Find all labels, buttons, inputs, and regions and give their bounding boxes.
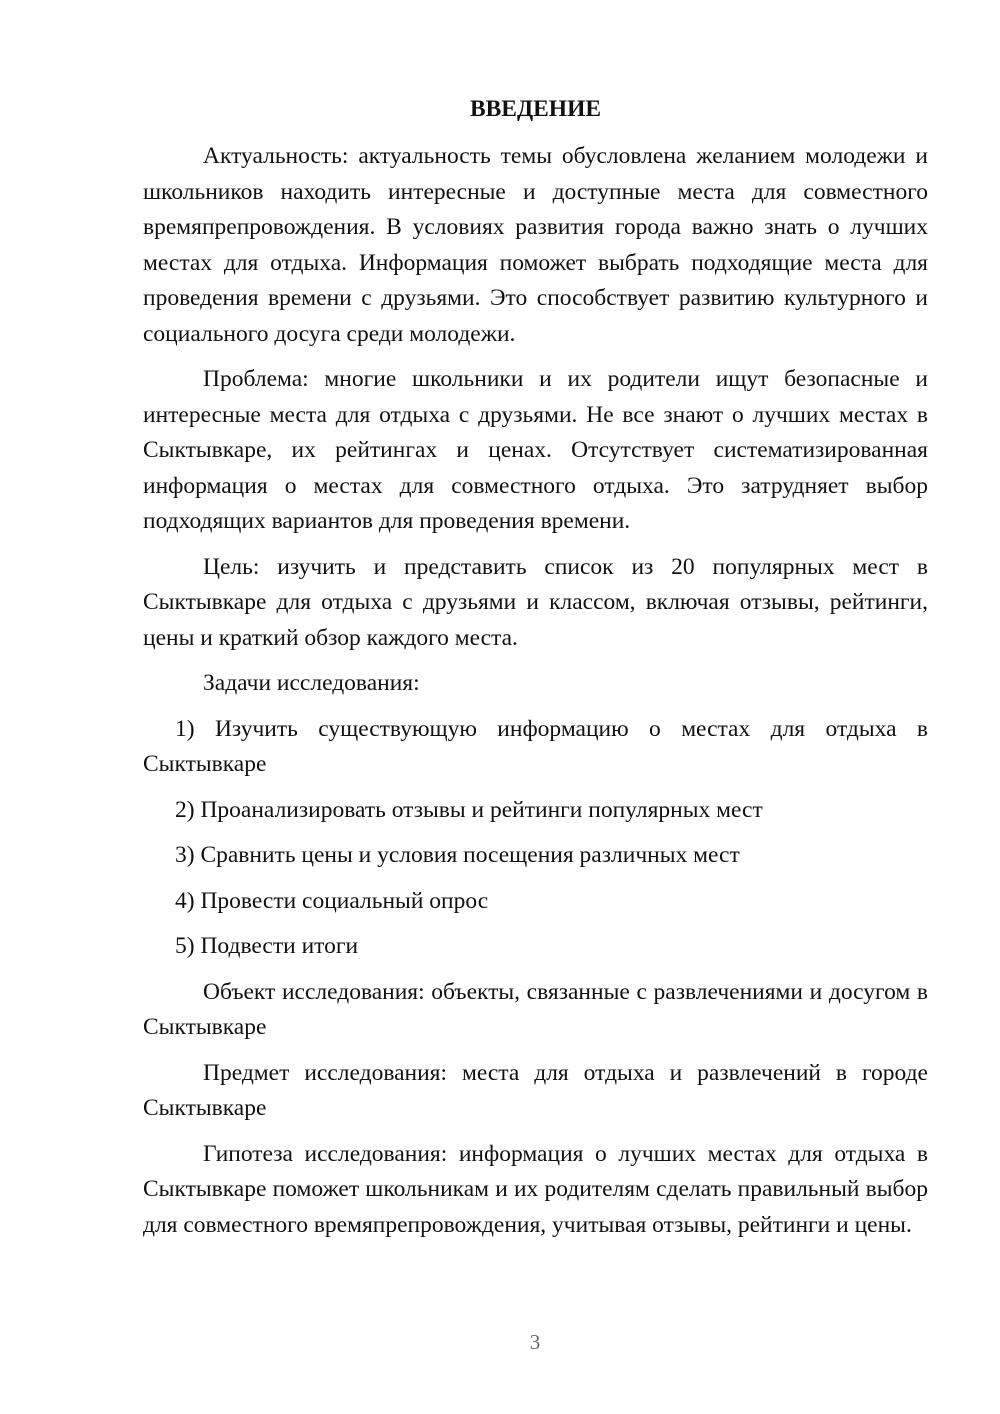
task-item-1: 1) Изучить существующую информацию о местах для отдыха в Сыктывкаре: [143, 715, 928, 777]
paragraph-object: Объект исследования: объекты, связанные с развлечениями и досугом в Сыктывкаре: [143, 978, 928, 1040]
task-item-3: 3) Сравнить цены и условия посещения различных мест: [175, 842, 740, 868]
paragraph-hypothesis: Гипотеза исследования: информация о лучших местах для отдыха в Сыктывкаре поможет школьникам и их родителям сделать правильный выбор для совместного времяпрепровождения, учитывая отзывы, рейтинги и цены.: [143, 1140, 928, 1238]
page-title: ВВЕДЕНИЕ: [469, 96, 602, 122]
task-item-2: 2) Проанализировать отзывы и рейтинги популярных мест: [175, 796, 763, 823]
paragraph-subject: Предмет исследования: места для отдыха и развлечений в городе Сыктывкаре: [143, 1059, 928, 1121]
document-body: [143, 92, 928, 1253]
task-item-4: 4) Провести социальный опрос: [175, 887, 489, 914]
paragraph-problem: Проблема: многие школьники и их родители ищут безопасные и интересные места для отдыха с друзьями. Не все знают о лучших местах в Сыктывкаре, их рейтингах и ценах. Отсутствует систематизированная информация о местах для совместного отдыха. Это затрудняет выбор подходящих вариантов для проведения времени.: [143, 366, 928, 534]
page-number: 3: [529, 1330, 541, 1354]
task-item-5: 5) Подвести итоги: [175, 933, 359, 959]
paragraph-tasks-heading: Задачи исследования:: [203, 670, 420, 696]
paragraph-goal: Цель: изучить и представить список из 20 популярных мест в Сыктывкаре для отдыха с друзьями и классом, включая отзывы, рейтинги, цены и краткий обзор каждого места.: [143, 553, 928, 651]
paragraph-relevance: Актуальность: актуальность темы обусловлена желанием молодежи и школьников находить интересные и доступные места для совместного времяпрепровождения. В условиях развития города важно знать о лучших местах для отдыха. Информация поможет выбрать подходящие места для проведения времени с друзьями. Это способствует развитию культурного и социального досуга среди молодежи.: [143, 143, 928, 347]
